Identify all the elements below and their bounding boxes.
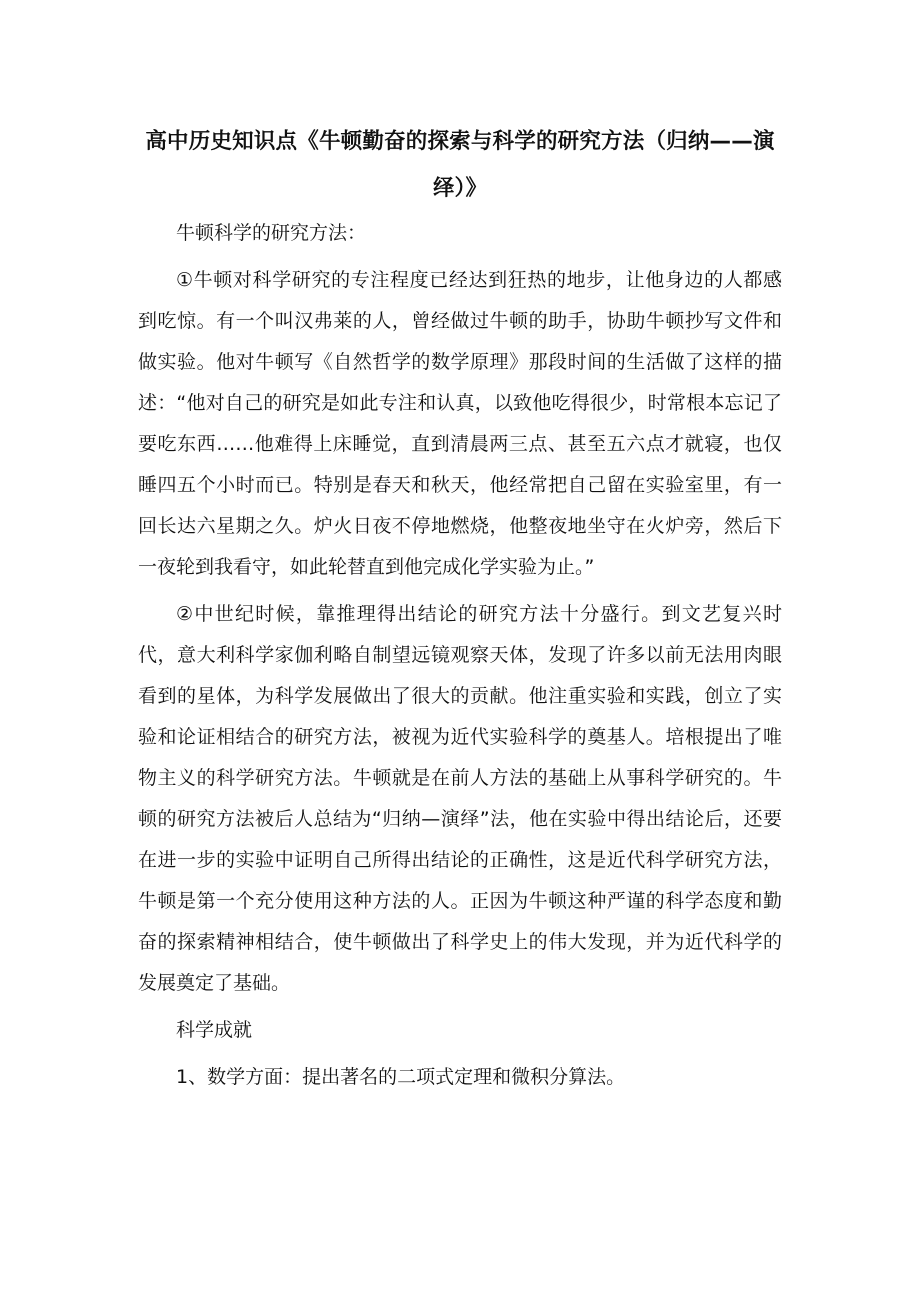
section-heading-research-method: 牛顿科学的研究方法： bbox=[176, 222, 367, 244]
paragraph-newton-focus: ①牛顿对科学研究的专注程度已经达到狂热的地步，让他身边的人都感到吃惊。有一个叫汉弗莱的人，曾经做过牛顿的助手，协助牛顿抄写文件和做实验。他对牛顿写《自然哲学的数学原理》那段时间的生活做了这样的描述：“他对自己的研究是如此专注和认真，以致他吃得很少，时常根本忘记了要吃东西……他难得上床睡觉，直到清晨两三点、甚至五六点才就寝，也仅睡四五个小时而已。特别是春天和秋天，他经常把自己留在实验室里，有一回长达六星期之久。炉火日夜不停地燃烧，他整夜地坐守在火炉旁，然后下一夜轮到我看守，如此轮替直到他完成化学实验为止。” bbox=[138, 269, 782, 578]
list-item-mathematics: 1、数学方面：提出著名的二项式定理和微积分算法。 bbox=[176, 1066, 626, 1088]
document-title: 高中历史知识点《牛顿勤奋的探索与科学的研究方法（归纳——演绎）》 bbox=[145, 129, 775, 201]
paragraph-research-method-history: ②中世纪时候，靠推理得出结论的研究方法十分盛行。到文艺复兴时代，意大利科学家伽利略自制望远镜观察天体，发现了许多以前无法用肉眼看到的星体，为科学发展做出了很大的贡献。他注重实验和实践，创立了实验和论证相结合的研究方法，被视为近代实验科学的奠基人。培根提出了唯物主义的科学研究方法。牛顿就是在前人方法的基础上从事科学研究的。牛顿的研究方法被后人总结为“归纳—演绎”法，他在实验中得出结论后，还要在进一步的实验中证明自己所得出结论的正确性，这是近代科学研究方法，牛顿是第一个充分使用这种方法的人。正因为牛顿这种严谨的科学态度和勤奋的探索精神相结合，使牛顿做出了科学史上的伟大发现，并为近代科学的发展奠定了基础。 bbox=[138, 603, 782, 994]
section-heading-achievements: 科学成就 bbox=[176, 1019, 253, 1041]
document-body bbox=[138, 213, 782, 1104]
